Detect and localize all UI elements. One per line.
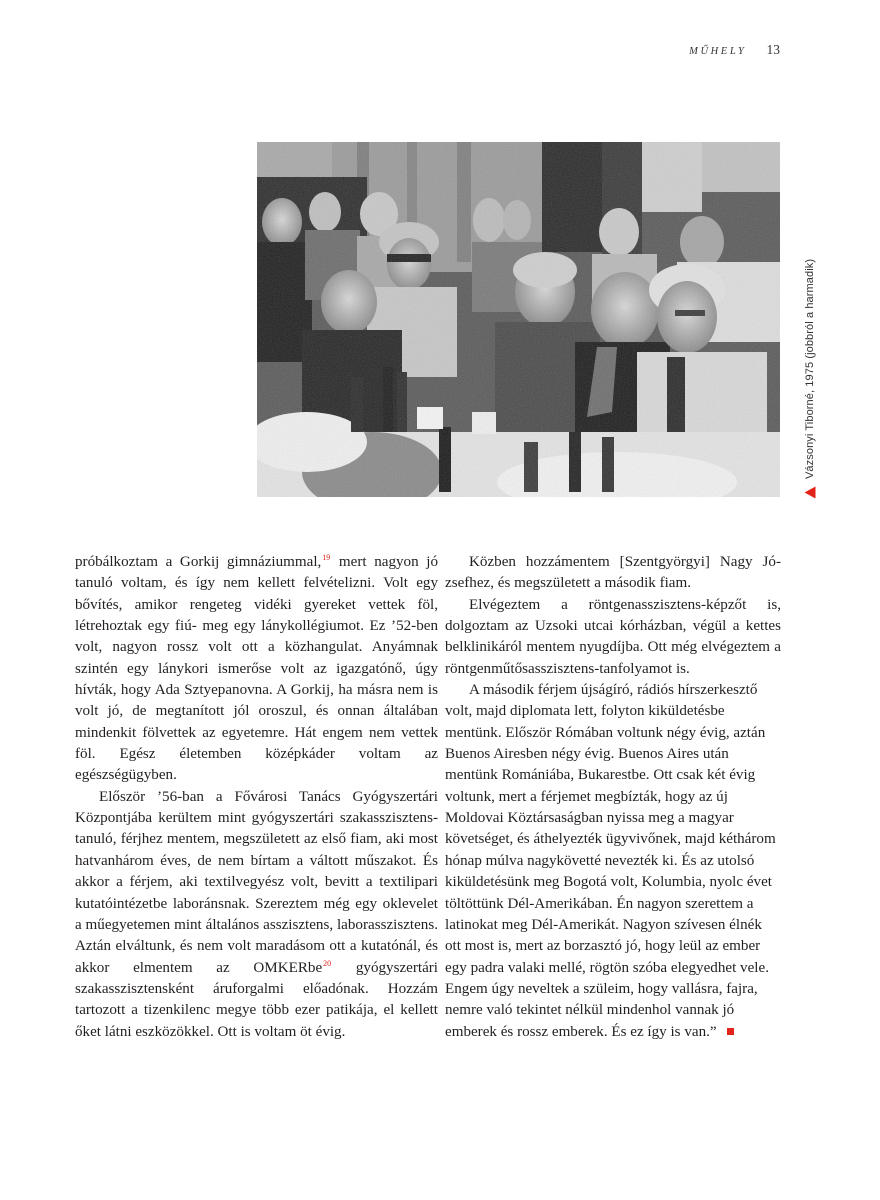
footnote-ref-19[interactable]: 19 bbox=[322, 553, 331, 562]
footnote-ref-20[interactable]: 20 bbox=[323, 958, 332, 968]
paragraph-text: mert nagyon jó tanuló voltam, és így nem kellett felvételizni. Volt egy bővítés, amikor rengeteg vidéki gyereket vettek föl, létrehoztak egy fiú- meg egy lánykollégiumot. Ez ’52-ben volt, nagyon rossz volt ott a közhangulat. Anyámnak szintén egy lánykori ismerőse volt az igazgatónő, úgy hívták, hogy Ada Sztyepanovna. A Gorkij, ha másra nem is volt jó, de megtanított jól oroszul, és onnan általában mindenkit fölvettek az egyetemre. Hát engem nem vettek föl. Egész életemben középkáder voltam az egészségügyben. bbox=[75, 554, 439, 784]
red-square-end-mark-icon bbox=[727, 1028, 734, 1035]
paragraph-text: próbálkoztam a Gorkij gimnáziummal, bbox=[75, 554, 322, 570]
caption-text: Vázsonyi Tiborné, 1975 (jobbról a harmadik) bbox=[804, 258, 816, 479]
page-number: 13 bbox=[766, 42, 780, 57]
paragraph bbox=[445, 552, 781, 595]
section-name: MŰHELY bbox=[689, 46, 747, 57]
paragraph bbox=[445, 595, 781, 680]
paragraph-text: gyógyszertári szakasszisztensként áruforgalmi előadónak. Hozzám tartozott a tizenkilenc megye több ezer patikája, el kellett őket látni eszközökkel. Ott is voltam öt évig. bbox=[75, 959, 439, 1040]
paragraph bbox=[75, 787, 438, 1043]
photo-caption bbox=[804, 259, 816, 498]
paragraph-text: Közben hozzámentem [Szentgyörgyi] Nagy Józsefhez, és megszületett a második fiam. bbox=[445, 554, 781, 592]
paragraph-text: Először ’56-ban a Fővárosi Tanács Gyógyszertári Központjába kerültem mint gyógyszertári szakasszisztens-tanuló, férjhez mentem, megszületett az első fiam, aki most hatvanhárom éves, de nem bírtam a váltott műszakot. És akkor a férjem, aki textilvegyész volt, bevitt a textilipari kutatóintézetbe laboránsnak. Szereztem még egy oklevelet a műegyetemen mint általános asszisztens, laborasszisztens. Aztán elváltunk, és nem volt maradásom ott a kutatónál, és akkor elmentem az OMKERbe bbox=[75, 788, 438, 976]
right-column bbox=[445, 552, 781, 1043]
paragraph bbox=[445, 680, 781, 1043]
paragraph-text: A második férjem újságíró, rádiós hírszerkesztő volt, majd diplomata lett, folyton kiküldetésbe mentünk. Először Rómában voltunk négy évig, aztán Buenos Airesben négy évig. Buenos Aires után mentünk Romániába, Bukarestbe. Ott csak két évig voltunk, mert a férjemet megbízták, hogy az új Moldovai Köztársaságban nyissa meg a magyar követséget, és áthelyezték ügyvivőnek, majd kéthárom hónap múlva nagykövetté nevezték ki. És az utolsó kiküldetésünk meg Bogotá volt, Kolumbia, nyolc évet töltöttünk Dél-Amerikában. Én nagyon szerettem a latinokat meg Dél-Amerikát. Nagyon szívesen élnék ott most is, mert az borzasztó jó, hogy leül az ember egy padra valaki mellé, rögtön szóba elegyedhet vele. Engem úgy neveltek a szüleim, hogy vallásra, fajra, nemre való tekintet nélkül mindenhol vannak jó emberek és rossz emberek. És ez így is van.” bbox=[445, 682, 776, 1040]
paragraph-text: Elvégeztem a röntgenasszisztens-képzőt is, dolgoztam az Uzsoki utcai kórházban, végül a kettes belklinikáról mentem nyugdíjba. Ott még elvégeztem a röntgenműtősasszisztens-tanfolyamot is. bbox=[445, 596, 781, 677]
photo-image-icon bbox=[257, 142, 780, 497]
paragraph bbox=[75, 552, 438, 787]
running-head bbox=[689, 42, 780, 58]
photo bbox=[257, 142, 780, 497]
left-column bbox=[75, 552, 438, 1043]
red-triangle-marker-icon bbox=[805, 487, 816, 499]
